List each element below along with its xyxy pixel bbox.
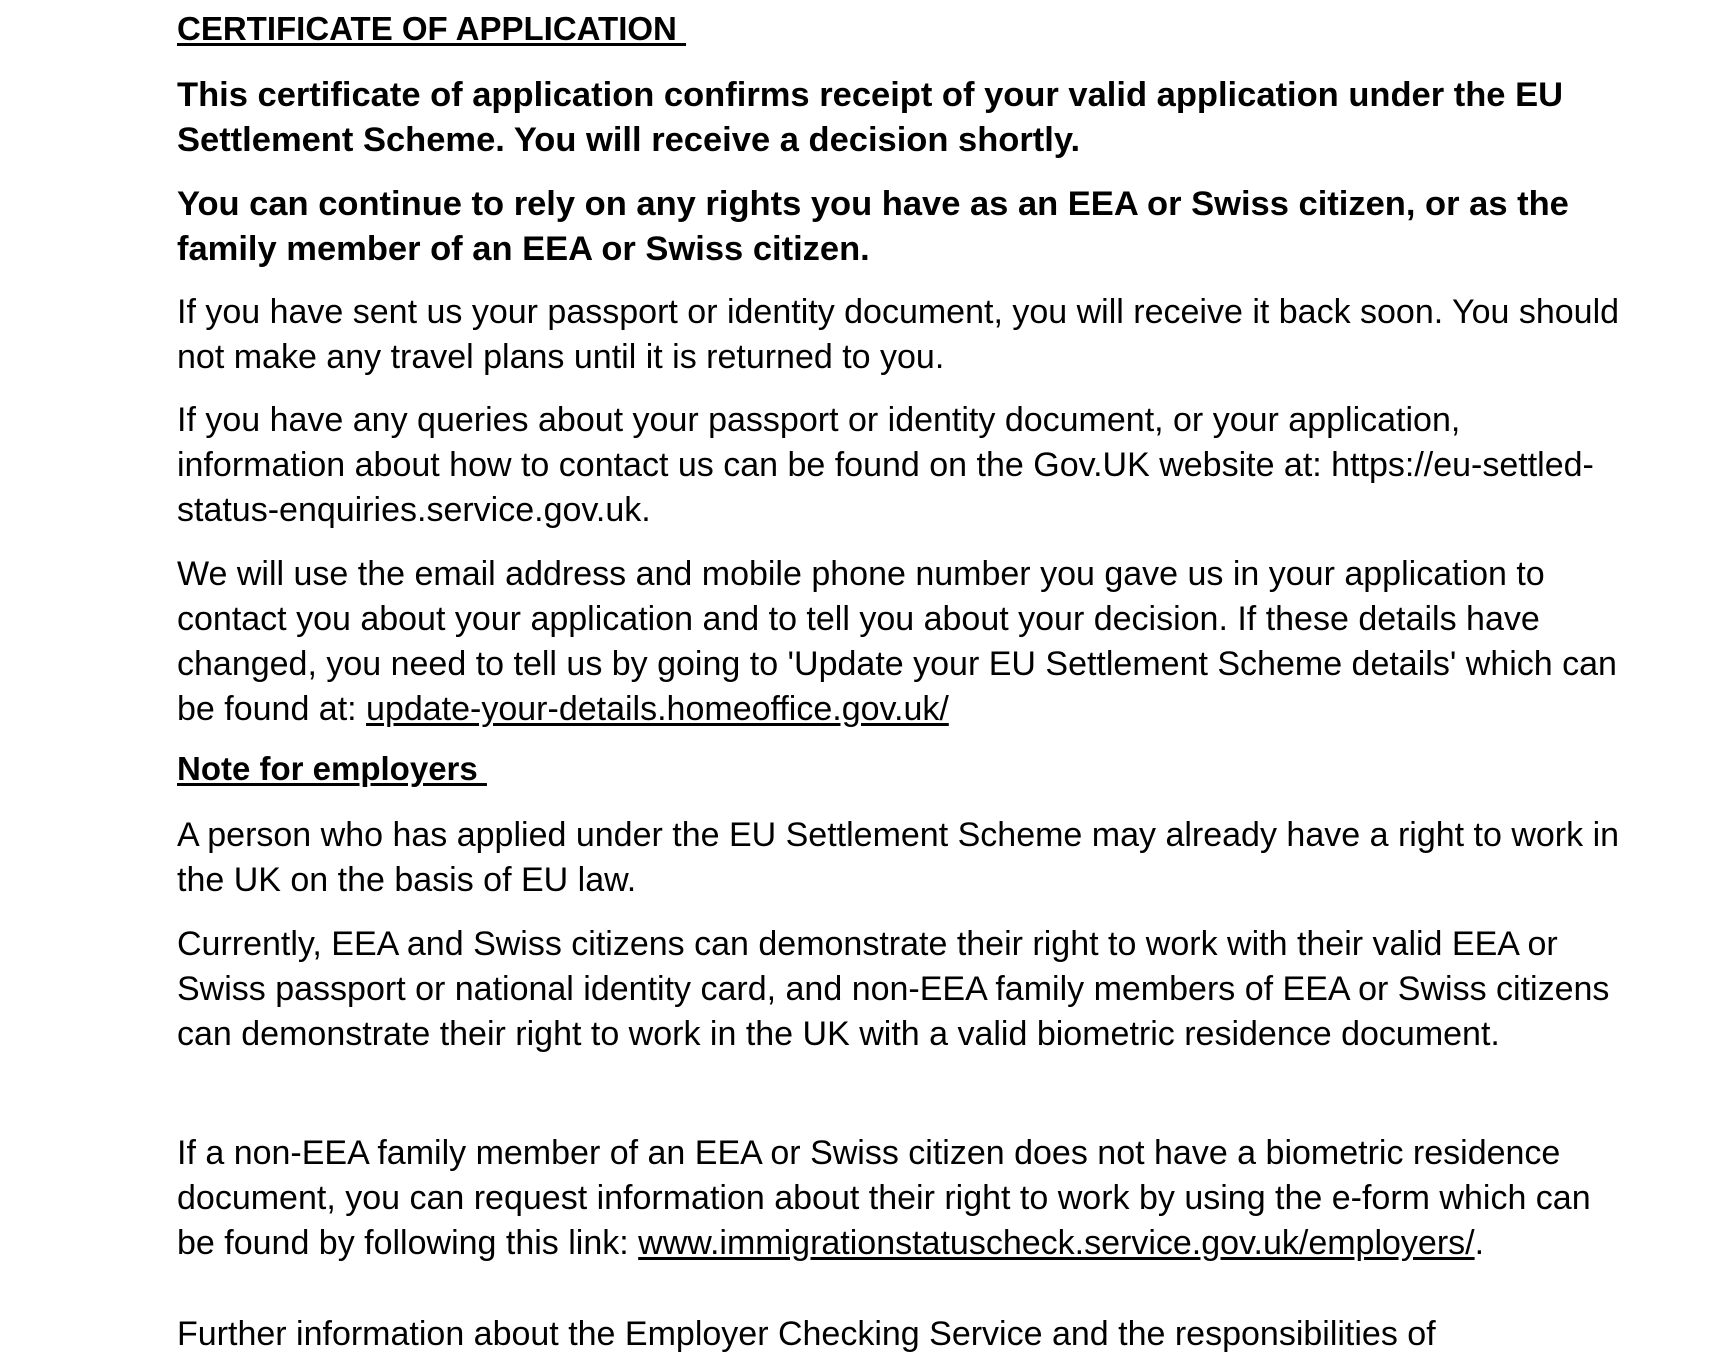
- confirmation-paragraph: This certificate of application confirms receipt of your valid application under the EU Settlement Scheme. You will receive a decision shortly.: [177, 76, 1563, 159]
- contact-text: We will use the email address and mobile phone number you gave us in your application to contact you about your application and to tell you about your decision. If these details have changed, you need to tell us by going to 'Update your EU Settlement Scheme details' which can be found at:: [177, 555, 1617, 728]
- queries-paragraph: If you have any queries about your passport or identity document, or your application, information about how to contact us can be found on the Gov.UK website at: https://eu-settled-status-enquiries.service.gov.uk.: [177, 401, 1594, 529]
- employers-heading: Note for employers: [177, 750, 487, 787]
- contact-paragraph: [177, 552, 1627, 732]
- employers-paragraph-2: Currently, EEA and Swiss citizens can demonstrate their right to work with their valid EEA or Swiss passport or national identity card, and non-EEA family members of EEA or Swiss citizens can demonstrate their right to work in the UK with a valid biometric residence document.: [177, 925, 1610, 1053]
- certificate-title: CERTIFICATE OF APPLICATION: [177, 10, 687, 47]
- employers-paragraph-3: [177, 1131, 1627, 1266]
- rights-paragraph: You can continue to rely on any rights you have as an EEA or Swiss citizen, or as the family member of an EEA or Swiss citizen.: [177, 185, 1569, 268]
- update-details-link[interactable]: update-your-details.homeoffice.gov.uk/: [366, 690, 949, 728]
- immigration-status-check-link[interactable]: www.immigrationstatuscheck.service.gov.uk/employers/: [638, 1224, 1475, 1262]
- employers-paragraph-4: Further information about the Employer Checking Service and the responsibilities of: [177, 1315, 1436, 1353]
- passport-return-paragraph: If you have sent us your passport or identity document, you will receive it back soon. You should not make any travel plans until it is returned to you.: [177, 293, 1620, 376]
- eform-text: If a non-EEA family member of an EEA or Swiss citizen does not have a biometric residence document, you can request information about their right to work by using the e-form which can be found by following this link:: [177, 1134, 1591, 1262]
- eform-end: .: [1474, 1224, 1485, 1262]
- employers-paragraph-1: A person who has applied under the EU Settlement Scheme may already have a right to work in the UK on the basis of EU law.: [177, 816, 1620, 899]
